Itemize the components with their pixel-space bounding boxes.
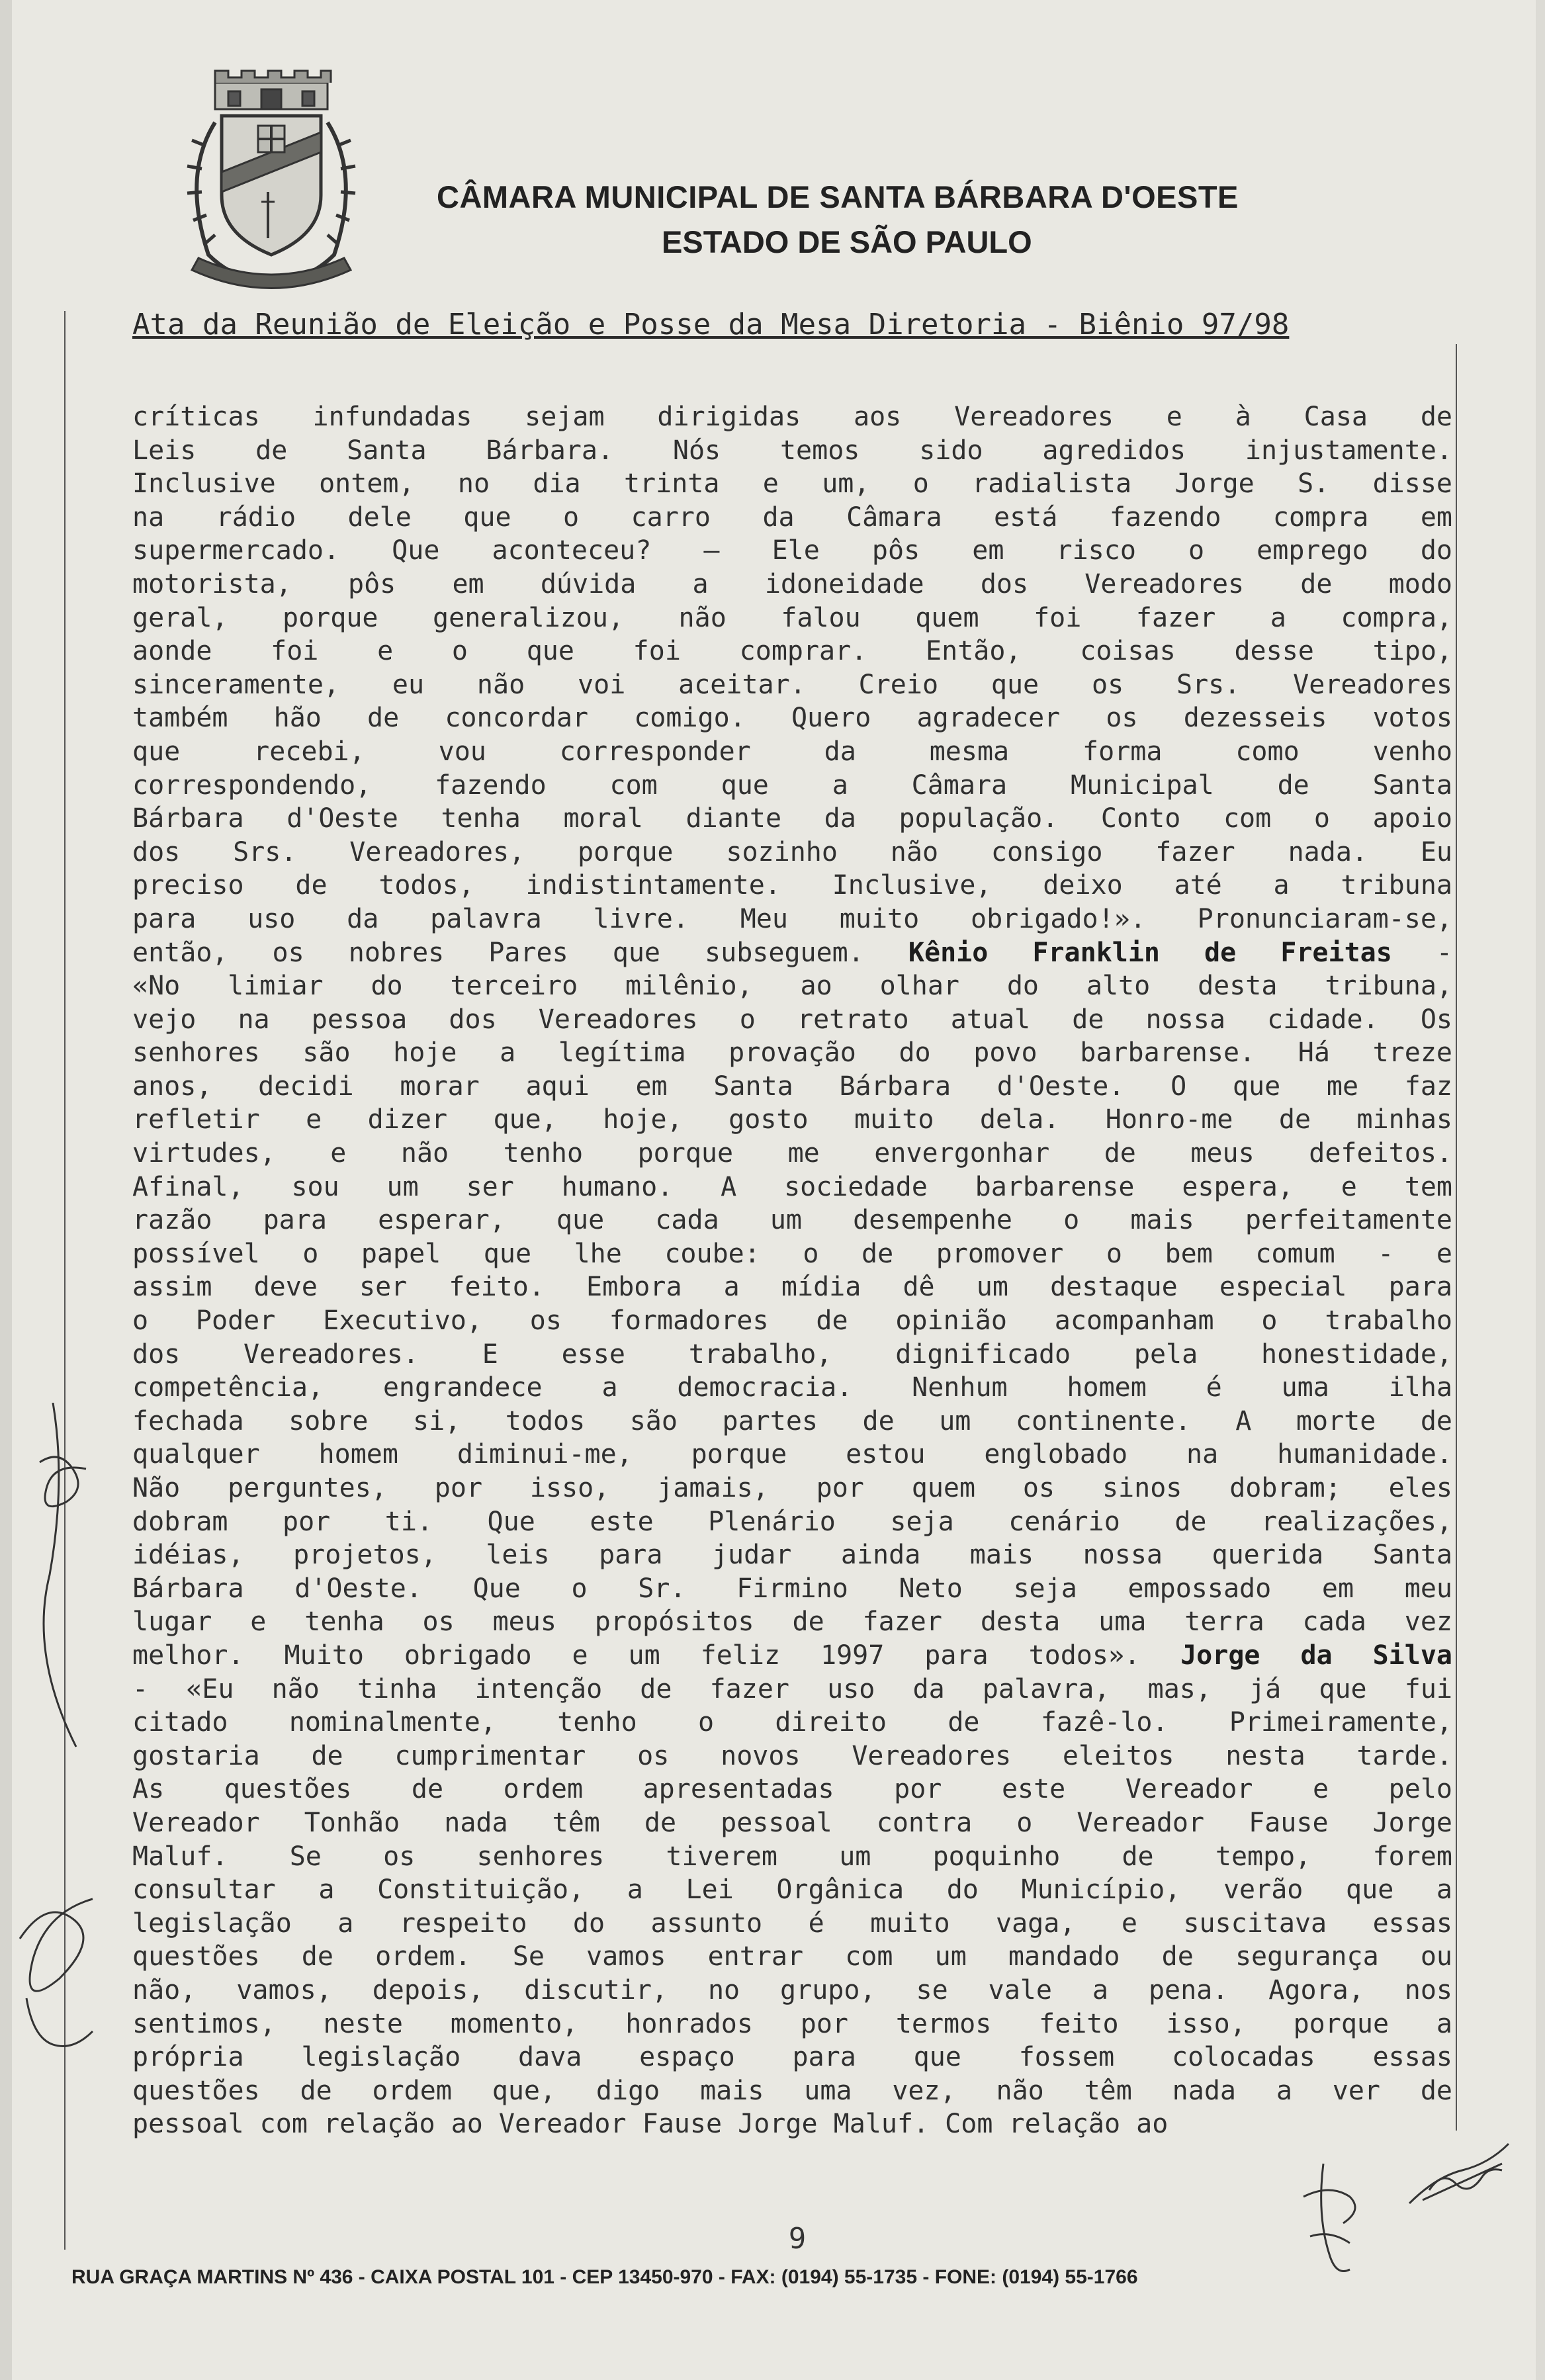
minutes-title: Ata da Reunião de Eleição e Posse da Mesa Diretoria - Biênio 97/98 [132, 308, 1290, 341]
text-line: idéias, projetos, leis para judar ainda mais nossa querida Santa [132, 1540, 1452, 1571]
text-line: virtudes, e não tenho porque me envergonhar de meus defeitos. [132, 1138, 1452, 1169]
text-line: - «Eu não tinha intenção de fazer uso da palavra, mas, já que fui [132, 1673, 1452, 1704]
text-line: correspondendo, fazendo com que a Câmara Municipal de Santa [132, 770, 1452, 801]
speaker-name: Kênio Franklin de Freitas [908, 937, 1392, 968]
text-line: qualquer homem diminui-me, porque estou englobado na humanidade. [132, 1439, 1452, 1470]
text-line: própria legislação dava espaço para que fossem colocadas essas [132, 2042, 1452, 2073]
text-line: não, vamos, depois, discutir, no grupo, se vale a pena. Agora, nos [132, 1974, 1452, 2005]
text-line: anos, decidi morar aqui em Santa Bárbara d'Oeste. O que me faz [132, 1071, 1452, 1102]
text-line: gostaria de cumprimentar os novos Vereadores eleitos nesta tarde. [132, 1740, 1452, 1771]
text-line: Bárbara d'Oeste tenha moral diante da população. Conto com o apoio [132, 803, 1452, 834]
text-line: Maluf. Se os senhores tiverem um poquinho de tempo, forem [132, 1841, 1452, 1872]
text-line: motorista, pôs em dúvida a idoneidade dos Vereadores de modo [132, 568, 1452, 599]
page-number: 9 [788, 2222, 807, 2256]
text-line: possível o papel que lhe coube: o de promover o bem comum - e [132, 1238, 1452, 1269]
text-line: questões de ordem que, digo mais uma vez, não têm nada a ver de [132, 2075, 1452, 2106]
margin-signature [13, 1403, 112, 2131]
text-line: senhores são hoje a legítima provação do povo barbarense. Há treze [132, 1037, 1452, 1069]
text-line: que recebi, vou corresponder da mesma forma como venho [132, 736, 1452, 767]
text-line: Inclusive ontem, no dia trinta e um, o radialista Jorge S. disse [132, 468, 1452, 500]
text-line: questões de ordem. Se vamos entrar com um mandado de segurança ou [132, 1941, 1452, 1972]
right-margin-rule [1456, 344, 1457, 2131]
coat-of-arms-icon [152, 60, 390, 298]
text-line: sinceramente, eu não voi aceitar. Creio que os Srs. Vereadores [132, 669, 1452, 700]
text-line: para uso da palavra livre. Meu muito obrigado!». Pronunciaram-se, [132, 903, 1452, 934]
text-line: legislação a respeito do assunto é muito vaga, e suscitava essas [132, 1908, 1452, 1939]
text-line: supermercado. Que aconteceu? — Ele pôs em risco o emprego do [132, 535, 1452, 566]
text-segment: então, os nobres Pares que subseguem. [132, 937, 864, 968]
footer-address: RUA GRAÇA MARTINS Nº 436 - CAIXA POSTAL 101 - CEP 13450-970 - FAX: (0194) 55-1735 - FONE: (0194) 55-1766 [71, 2266, 1138, 2288]
text-line: críticas infundadas sejam dirigidas aos Vereadores e à Casa de [132, 402, 1452, 432]
text-line: Vereador Tonhão nada têm de pessoal contra o Vereador Fause Jorge [132, 1807, 1452, 1838]
text-line: geral, porque generalizou, não falou quem foi fazer a compra, [132, 602, 1452, 633]
text-line-speaker-intro [132, 936, 1452, 970]
text-line: dos Vereadores. E esse trabalho, dignificado pela honestidade, [132, 1339, 1452, 1370]
text-line: preciso de todos, indistintamente. Inclusive, deixo até a tribuna [132, 870, 1452, 901]
text-line: Leis de Santa Bárbara. Nós temos sido agredidos injustamente. [132, 435, 1452, 466]
page-edge-left [0, 0, 12, 2380]
text-segment: - [1391, 937, 1452, 968]
text-line: pessoal com relação ao Vereador Fause Jorge Maluf. Com relação ao [132, 2109, 1169, 2140]
text-segment: melhor. Muito obrigado e um feliz 1997 para todos». [132, 1640, 1141, 1671]
text-line: dobram por ti. Que este Plenário seja cenário de realizações, [132, 1506, 1452, 1537]
rubric-signature [1403, 2137, 1522, 2217]
text-line: citado nominalmente, tenho o direito de fazê-lo. Primeiramente, [132, 1707, 1452, 1738]
speaker-name: Jorge da Silva [1180, 1640, 1452, 1671]
text-line: razão para esperar, que cada um desempenhe o mais perfeitamente [132, 1205, 1452, 1236]
text-line: na rádio dele que o carro da Câmara está fazendo compra em [132, 502, 1452, 533]
text-line: consultar a Constituição, a Lei Orgânica do Município, verão que a [132, 1874, 1452, 1906]
text-line: refletir e dizer que, hoje, gosto muito dela. Honro-me de minhas [132, 1104, 1452, 1135]
text-line: dos Srs. Vereadores, porque sozinho não consigo fazer nada. Eu [132, 836, 1452, 867]
page-edge-right [1536, 0, 1545, 2380]
institution-name: CÂMARA MUNICIPAL DE SANTA BÁRBARA D'OESTE [437, 179, 1239, 214]
text-line: o Poder Executivo, os formadores de opinião acompanham o trabalho [132, 1305, 1452, 1337]
text-line: vejo na pessoa dos Vereadores o retrato atual de nossa cidade. Os [132, 1004, 1452, 1035]
text-line: lugar e tenha os meus propósitos de fazer desta uma terra cada vez [132, 1607, 1452, 1638]
text-line: também hão de concordar comigo. Quero agradecer os dezesseis votos [132, 703, 1452, 734]
text-line: Bárbara d'Oeste. Que o Sr. Firmino Neto seja empossado em meu [132, 1573, 1452, 1604]
text-line: sentimos, neste momento, honrados por termos feito isso, porque a [132, 2008, 1452, 2039]
text-line: fechada sobre si, todos são partes de um continente. A morte de [132, 1405, 1452, 1436]
text-line: Não perguntes, por isso, jamais, por quem os sinos dobram; eles [132, 1473, 1452, 1503]
state-name: ESTADO DE SÃO PAULO [662, 224, 1032, 259]
text-line-speaker-intro [132, 1639, 1452, 1673]
text-line: Afinal, sou um ser humano. A sociedade barbarense espera, e tem [132, 1171, 1452, 1202]
text-line: aonde foi e o que foi comprar. Então, coisas desse tipo, [132, 636, 1452, 667]
text-line: competência, engrandece a democracia. Nenhum homem é uma ilha [132, 1372, 1452, 1403]
text-line: assim deve ser feito. Embora a mídia dê um destaque especial para [132, 1272, 1452, 1303]
initials-signature [1297, 2157, 1370, 2283]
text-line: As questões de ordem apresentadas por este Vereador e pelo [132, 1774, 1452, 1805]
text-line: «No limiar do terceiro milênio, ao olhar do alto desta tribuna, [132, 971, 1452, 1002]
minutes-body-text [132, 400, 1452, 2141]
